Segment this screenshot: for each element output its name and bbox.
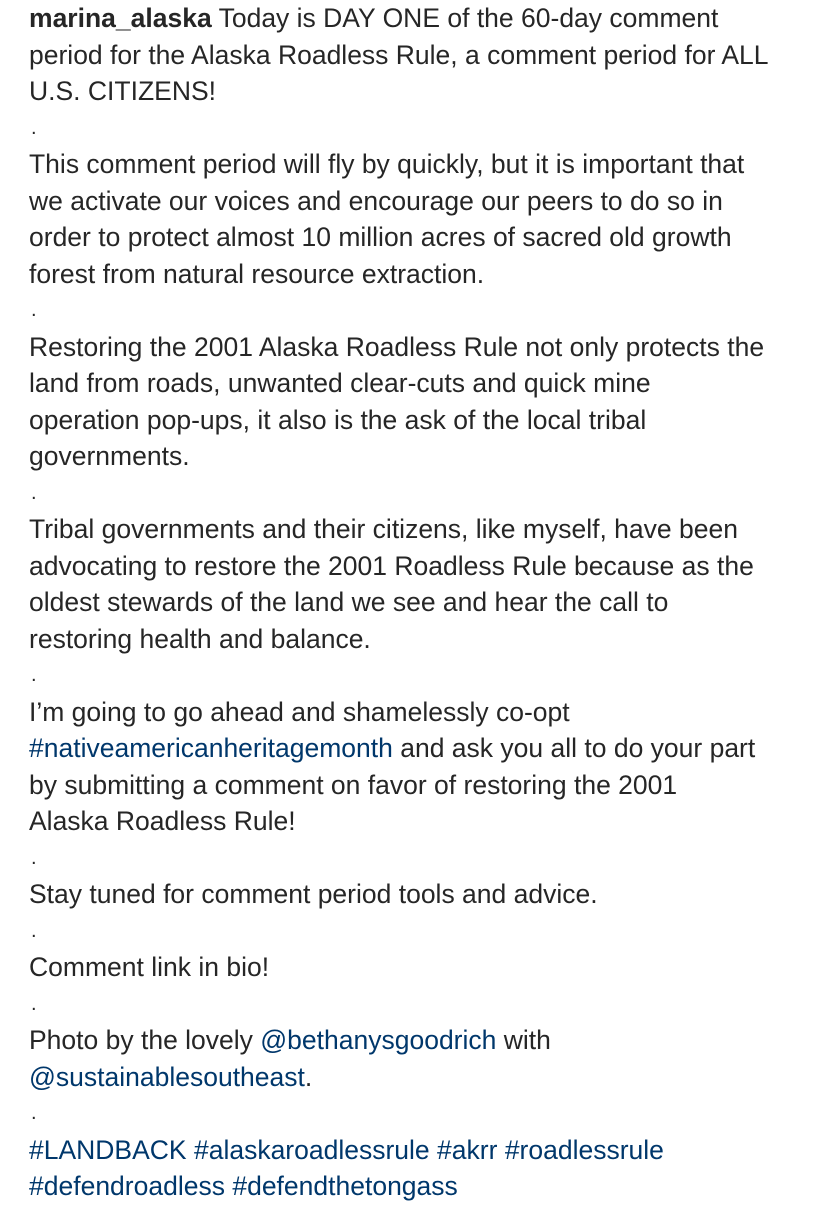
caption-line: Stay tuned for comment period tools and advice.: [29, 879, 598, 909]
caption-text: .: [304, 1061, 313, 1092]
separator-dot: .: [31, 116, 37, 139]
post-caption: [29, 0, 799, 1205]
caption-line: restoring health and balance.: [29, 623, 371, 654]
hashtag-link[interactable]: #LANDBACK: [29, 1134, 187, 1165]
caption-line: forest from natural resource extraction.: [29, 258, 485, 289]
separator-dot: .: [31, 299, 37, 321]
separator-dot: .: [31, 846, 37, 869]
caption-line: Tribal governments and their citizens, like myself, have been: [29, 514, 738, 544]
caption-line: by submitting a comment on favor of restoring the 2001: [29, 769, 678, 800]
caption-line: oldest stewards of the land we see and hear the call to: [29, 587, 669, 617]
caption-line: [29, 730, 799, 767]
caption-text: and ask you all to do your part: [392, 733, 756, 763]
hashtag-link[interactable]: #roadlessrule: [504, 1134, 664, 1165]
caption-text: Today is DAY ONE of the 60-day comment: [211, 3, 719, 33]
caption-line: we activate our voices and encourage our peers to do so in: [29, 185, 723, 216]
separator-dot: .: [31, 1102, 37, 1124]
caption-line: governments.: [29, 441, 190, 471]
hashtags-line: [29, 1132, 799, 1169]
caption-line: land from roads, unwanted clear-cuts and quick mine: [29, 368, 651, 398]
hashtag-link[interactable]: #defendthetongass: [232, 1171, 458, 1201]
mention-link-bethanysgoodrich[interactable]: @bethanysgoodrich: [260, 1025, 497, 1055]
caption-line: order to protect almost 10 million acres of sacred old growth: [29, 222, 732, 252]
username-link[interactable]: marina_alaska: [29, 3, 212, 33]
hashtag-link[interactable]: #alaskaroadlessrule: [193, 1134, 430, 1165]
separator-dot: .: [31, 481, 37, 504]
hashtag-link[interactable]: #nativeamericanheritagemonth: [29, 733, 393, 763]
caption-line: This comment period will fly by quickly, but it is important that: [29, 149, 745, 179]
caption-line: Restoring the 2001 Alaska Roadless Rule not only protects the: [29, 331, 765, 362]
hashtags-line: [29, 1168, 799, 1205]
caption-line: advocating to restore the 2001 Roadless Rule because as the: [29, 550, 754, 581]
caption-line: [29, 0, 799, 37]
caption-line: Alaska Roadless Rule!: [29, 806, 296, 836]
caption-line: Comment link in bio!: [29, 952, 270, 982]
hashtag-link[interactable]: #akrr: [437, 1134, 498, 1165]
caption-line: U.S. CITIZENS!: [29, 76, 216, 106]
caption-text: with: [496, 1025, 551, 1055]
separator-dot: .: [31, 919, 37, 942]
hashtag-link[interactable]: #defendroadless: [29, 1171, 225, 1201]
caption-line: period for the Alaska Roadless Rule, a comment period for ALL: [29, 39, 769, 70]
caption-line: [29, 1059, 799, 1096]
caption-line: operation pop-ups, it also is the ask of the local tribal: [29, 404, 647, 435]
mention-link-sustainablesoutheast[interactable]: @sustainablesoutheast: [29, 1061, 305, 1092]
caption-text: Photo by the lovely: [29, 1025, 261, 1055]
separator-dot: .: [31, 664, 37, 686]
caption-line: [29, 1022, 799, 1059]
separator-dot: .: [31, 992, 37, 1015]
caption-line: I’m going to go ahead and shamelessly co-opt: [29, 696, 570, 727]
